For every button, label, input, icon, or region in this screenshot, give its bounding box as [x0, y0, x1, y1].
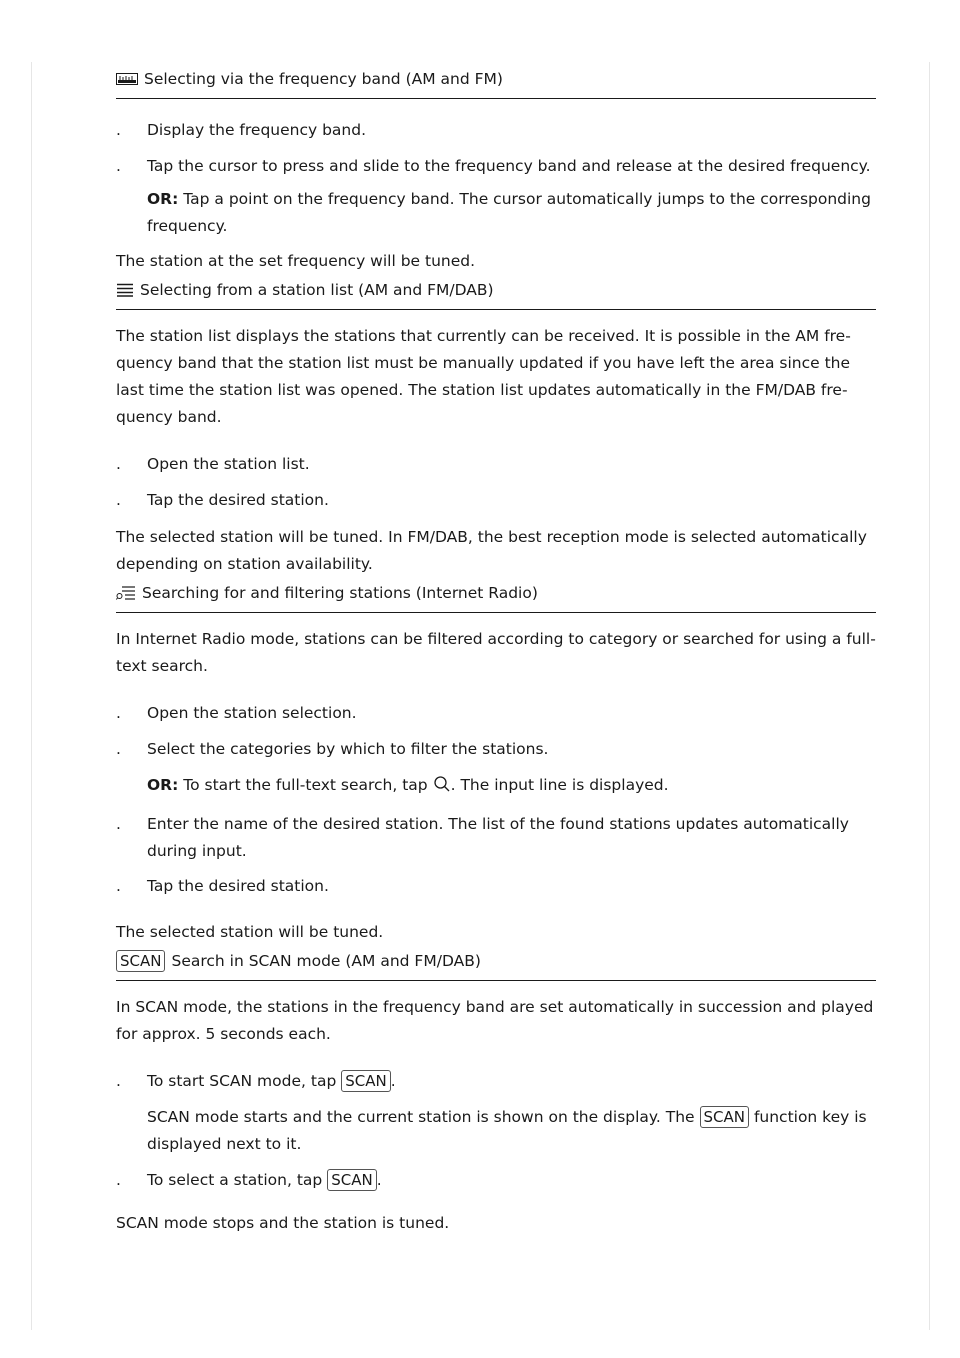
section-heading-frequency-band	[116, 68, 876, 99]
search-icon[interactable]	[433, 775, 451, 802]
scan-note: SCAN mode starts and the current station is shown on the display. The SCAN function key is displayed next to it.	[147, 1108, 867, 1153]
list-item: . Tap the cursor to press and slide to the frequency band and release at the desired frequency.	[116, 157, 871, 175]
step-list	[116, 1167, 876, 1194]
or-note: OR: Tap a point on the frequency band. The cursor automatically jumps to the corresponding frequency.	[147, 190, 871, 235]
intro-text: In SCAN mode, the stations in the frequency band are set automatically in succession and played for approx. 5 seconds each.	[116, 998, 874, 1043]
section-title: Selecting via the frequency band (AM and FM)	[144, 70, 503, 88]
result-text: SCAN mode stops and the station is tuned.	[116, 1214, 450, 1232]
result-text: The selected station will be tuned. In FM/DAB, the best reception mode is selected automatically depending on station availability.	[116, 528, 867, 573]
step-list	[116, 700, 876, 763]
frequency-band-icon	[116, 73, 138, 85]
list-item: . Tap the desired station.	[116, 877, 329, 895]
step-list	[116, 1068, 876, 1095]
scan-function-key[interactable]: SCAN	[700, 1106, 749, 1128]
or-note: OR: To start the full-text search, tap . The input line is displayed.	[116, 772, 876, 802]
step-list	[116, 811, 876, 900]
intro-text: In Internet Radio mode, stations can be filtered according to category or searched for using a full-text search.	[116, 630, 876, 675]
list-item: . To start SCAN mode, tap SCAN .	[116, 1072, 396, 1090]
result-text: The selected station will be tuned.	[116, 923, 384, 941]
result-text: The station at the set frequency will be tuned.	[116, 252, 476, 270]
list-item: . Open the station selection.	[116, 704, 357, 722]
scan-button[interactable]: SCAN	[327, 1169, 376, 1191]
step-list	[116, 451, 876, 514]
list-item: . Enter the name of the desired station. The list of the found stations updates automatically during input.	[116, 815, 849, 860]
intro-text: The station list displays the stations that currently can be received. It is possible in the AM fre- quency band that the station list must be manually updated if you have left the area since the last time the station list was opened. The station list updates automatically in the FM/DAB fre- quency band.	[116, 327, 851, 426]
list-item: . To select a station, tap SCAN .	[116, 1171, 382, 1189]
section-title: Searching for and filtering stations (Internet Radio)	[142, 584, 538, 602]
document-page	[116, 68, 876, 1237]
list-item: . Open the station list.	[116, 455, 310, 473]
search-list-icon	[116, 585, 136, 601]
page-border-left	[31, 62, 32, 1330]
list-item: . Tap the desired station.	[116, 491, 329, 509]
page-border-right	[929, 62, 930, 1330]
section-heading-internet-radio	[116, 582, 876, 613]
section-heading-scan	[116, 950, 876, 981]
section-title: Selecting from a station list (AM and FM/DAB)	[140, 281, 494, 299]
section-title: Search in SCAN mode (AM and FM/DAB)	[171, 952, 481, 970]
list-icon	[116, 283, 134, 297]
step-list	[116, 117, 876, 180]
list-item: . Display the frequency band.	[116, 121, 367, 139]
section-heading-station-list	[116, 279, 876, 310]
scan-key: SCAN	[116, 950, 165, 972]
list-item: . Select the categories by which to filter the stations.	[116, 740, 549, 758]
scan-button[interactable]: SCAN	[341, 1070, 390, 1092]
